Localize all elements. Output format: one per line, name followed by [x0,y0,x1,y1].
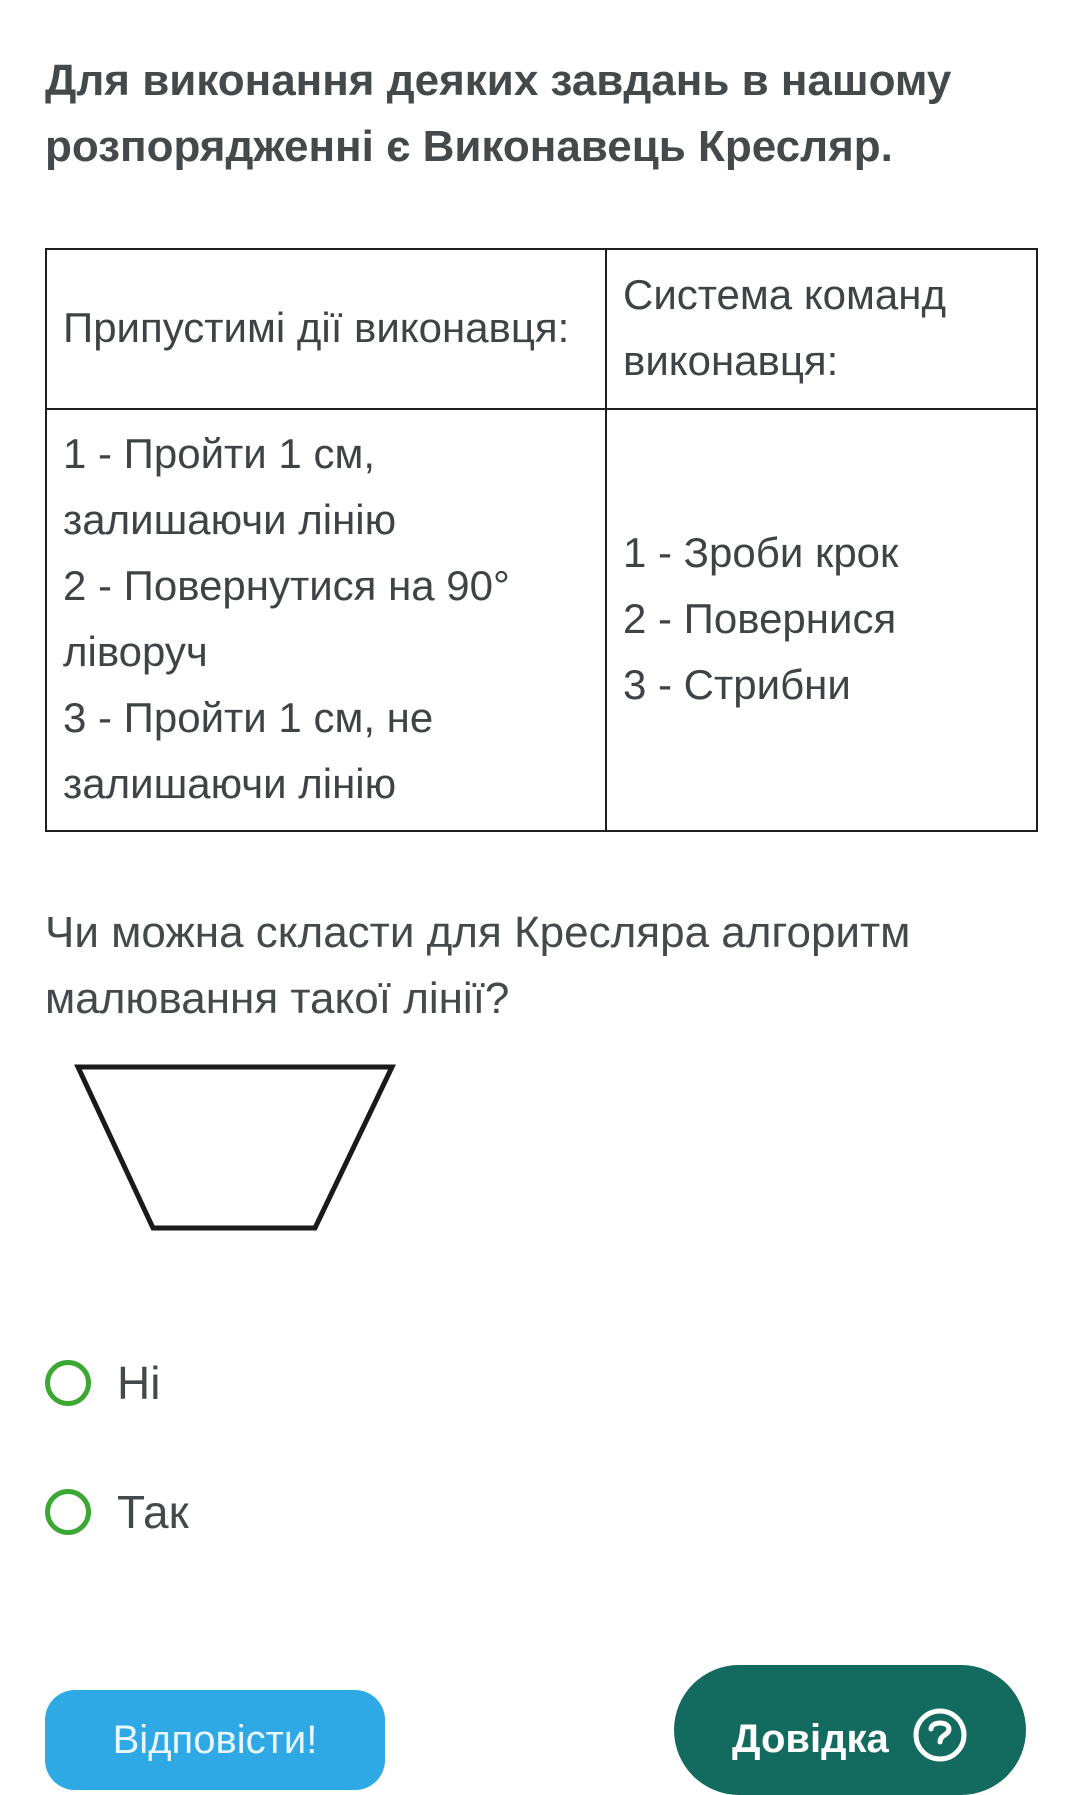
header-command-system: Система команд виконавця: [606,249,1037,409]
action-item: 3 - Пройти 1 см, не залишаючи лінію [63,694,434,807]
help-button[interactable] [674,1665,1026,1795]
answer-button[interactable]: Відповісти! [45,1690,385,1790]
trapezoid-shape [78,1067,392,1228]
command-item: 2 - Повернися [623,595,897,642]
trapezoid-figure [70,1055,410,1245]
help-icon [912,1707,968,1763]
answer-option-no[interactable] [45,1353,160,1413]
commands-cell [606,409,1037,831]
help-button-label: Довідка [732,1717,889,1761]
question-text: Чи можна скласти для Кресляра алгоритм малювання такої лінії? [45,908,911,1023]
executor-commands-table [45,248,1038,832]
option-label-no: Ні [117,1357,161,1409]
command-item: 1 - Зроби крок [623,529,899,576]
radio-button-no[interactable] [45,1360,91,1406]
answer-option-yes[interactable] [45,1482,189,1542]
option-label-yes: Так [117,1486,189,1538]
table-header-row [46,249,1037,409]
intro-text: Для виконання деяких завдань в нашому розпорядженні є Виконавець Кресляр. [45,56,952,171]
action-item: 2 - Повернутися на 90° ліворуч [63,562,510,675]
table-row [46,409,1037,831]
header-allowed-actions: Припустимі дії виконавця: [46,249,606,409]
action-item: 1 - Пройти 1 см, залишаючи лінію [63,430,397,543]
command-item: 3 - Стрибни [623,661,851,708]
radio-button-yes[interactable] [45,1489,91,1535]
actions-cell [46,409,606,831]
